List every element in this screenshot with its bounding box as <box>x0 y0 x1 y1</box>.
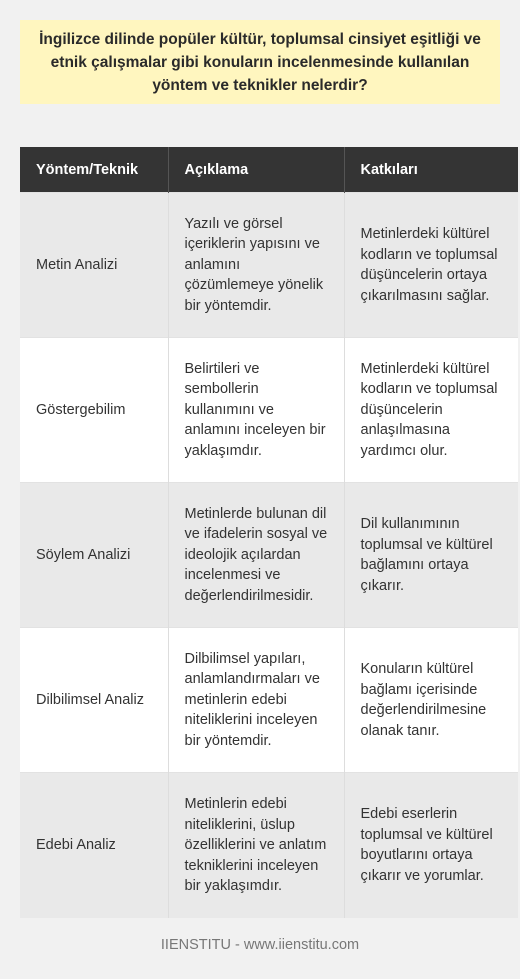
cell-contribution: Konuların kültürel bağlamı içerisinde değerlendirilmesine olanak tanır. <box>344 628 518 773</box>
cell-contribution: Metinlerdeki kültürel kodların ve toplumsal düşüncelerin ortaya çıkarılmasını sağlar. <box>344 193 518 338</box>
cell-description: Metinlerin edebi niteliklerini, üslup özelliklerini ve anlatım tekniklerini inceleyen bir yaklaşımdır. <box>168 773 344 918</box>
question-box <box>20 20 500 104</box>
cell-method: Söylem Analizi <box>20 483 168 628</box>
footer-credit: IIENSTITU - www.iienstitu.com <box>160 937 360 953</box>
cell-description: Metinlerde bulunan dil ve ifadelerin sosyal ve ideolojik açılardan incelenmesi ve değerlendirilmesidir. <box>168 483 344 628</box>
cell-description: Belirtileri ve sembollerin kullanımını ve anlamını inceleyen bir yaklaşımdır. <box>168 338 344 483</box>
table-row <box>20 628 518 773</box>
cell-contribution: Dil kullanımının toplumsal ve kültürel bağlamını ortaya çıkarır. <box>344 483 518 628</box>
methods-table <box>20 147 518 918</box>
cell-description: Yazılı ve görsel içeriklerin yapısını ve anlamını çözümlemeye yönelik bir yöntemdir. <box>168 193 344 338</box>
header-description: Açıklama <box>168 147 344 193</box>
cell-method: Göstergebilim <box>20 338 168 483</box>
header-method: Yöntem/Teknik <box>20 147 168 193</box>
cell-method: Metin Analizi <box>20 193 168 338</box>
table-row <box>20 193 518 338</box>
table-row <box>20 483 518 628</box>
cell-contribution: Edebi eserlerin toplumsal ve kültürel boyutlarını ortaya çıkarır ve yorumlar. <box>344 773 518 918</box>
header-contribution: Katkıları <box>344 147 518 193</box>
table-row <box>20 773 518 918</box>
question-title: İngilizce dilinde popüler kültür, toplumsal cinsiyet eşitliği ve etnik çalışmalar gibi konuların incelenmesinde kullanılan yöntem ve teknikler nelerdir? <box>39 30 481 94</box>
cell-contribution: Metinlerdeki kültürel kodların ve toplumsal düşüncelerin anlaşılmasına yardımcı olur. <box>344 338 518 483</box>
cell-method: Dilbilimsel Analiz <box>20 628 168 773</box>
table-header-row <box>20 147 518 193</box>
table-row <box>20 338 518 483</box>
cell-description: Dilbilimsel yapıları, anlamlandırmaları ve metinlerin edebi niteliklerini inceleyen bir yöntemdir. <box>168 628 344 773</box>
cell-method: Edebi Analiz <box>20 773 168 918</box>
